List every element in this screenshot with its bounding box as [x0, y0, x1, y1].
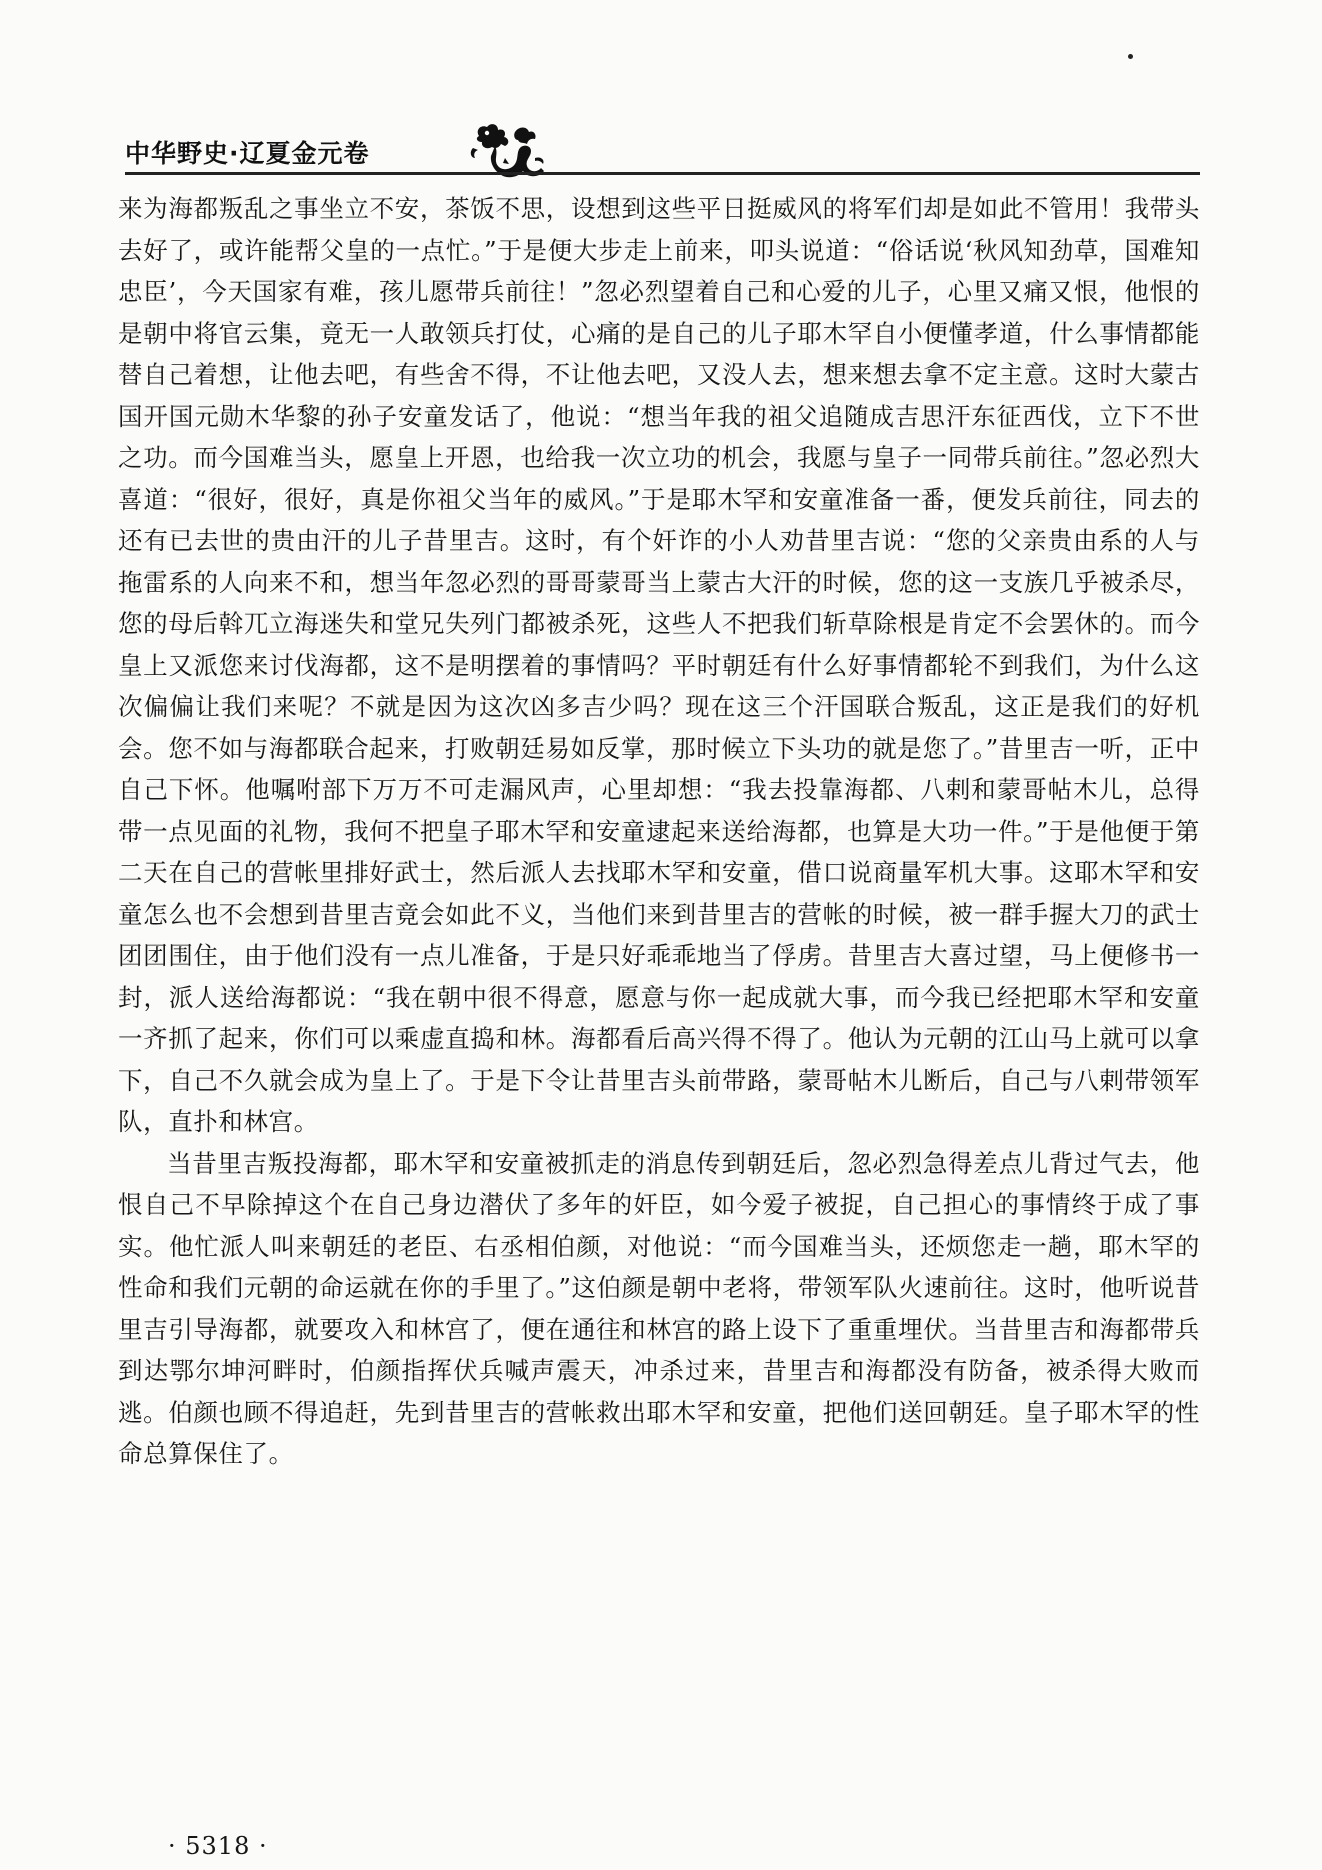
header-rule: [125, 172, 1200, 175]
page-number: · 5318 ·: [168, 1832, 268, 1860]
paragraph: 当昔里吉叛投海都，耶木罕和安童被抓走的消息传到朝廷后，忽必烈急得差点儿背过气去，他恨自己不早除掉这个在自己身边潜伏了多年的奸臣，如今爱子被捉，自己担心的事情终于成了事实。他忙派人叫来朝廷的老臣、右丞相伯颜，对他说：“而今国难当头，还烦您走一趟，耶木罕的性命和我们元朝的命运就在你的手里了。”这伯颜是朝中老将，带领军队火速前往。这时，他听说昔里吉引导海都，就要攻入和林宫了，便在通往和林宫的路上设下了重重埋伏。当昔里吉和海都带兵到达鄂尔坤河畔时，伯颜指挥伏兵喊声震天，冲杀过来，昔里吉和海都没有防备，被杀得大败而逃。伯颜也顾不得追赶，先到昔里吉的营帐救出耶木罕和安童，把他们送回朝廷。皇子耶木罕的性命总算保住了。: [118, 1148, 1200, 1468]
body-text: [118, 188, 1200, 1475]
header-title: 中华野史·辽夏金元卷: [125, 139, 370, 168]
running-header: [125, 118, 1225, 188]
corner-dot: [1128, 54, 1133, 59]
paragraph: 来为海都叛乱之事坐立不安，茶饭不思，设想到这些平日挺威风的将军们却是如此不管用！我带头去好了，或许能帮父皇的一点忙。”于是便大步走上前来，叩头说道：“俗话说‘秋风知劲草，国难知忠臣’，今天国家有难，孩儿愿带兵前往！”忽必烈望着自己和心爱的儿子，心里又痛又恨，他恨的是朝中将官云集，竟无一人敢领兵打仗，心痛的是自己的儿子耶木罕自小便懂孝道，什么事情都能替自己着想，让他去吧，有些舍不得，不让他去吧，又没人去，想来想去拿不定主意。这时大蒙古国开国元勋木华黎的孙子安童发话了，他说：“想当年我的祖父追随成吉思汗东征西伐，立下不世之功。而今国难当头，愿皇上开恩，也给我一次立功的机会，我愿与皇子一同带兵前往。”忽必烈大喜道：“很好，很好，真是你祖父当年的威风。”于是耶木罕和安童准备一番，便发兵前往，同去的还有已去世的贵由汗的儿子昔里吉。这时，有个奸诈的小人劝昔里吉说：“您的父亲贵由系的人与拖雷系的人向来不和，想当年忽必烈的哥哥蒙哥当上蒙古大汗的时候，您的这一支族几乎被杀尽，您的母后斡兀立海迷失和堂兄失列门都被杀死，这些人不把我们斩草除根是肯定不会罢休的。而今皇上又派您来讨伐海都，这不是明摆着的事情吗？平时朝廷有什么好事情都轮不到我们，为什么这次偏偏让我们来呢？不就是因为这次凶多吉少吗？现在这三个汗国联合叛乱，这正是我们的好机会。您不如与海都联合起来，打败朝廷易如反掌，那时候立下头功的就是您了。”昔里吉一听，正中自己下怀。他嘱咐部下万万不可走漏风声，心里却想：“我去投靠海都、八剌和蒙哥帖木儿，总得带一点见面的礼物，我何不把皇子耶木罕和安童逮起来送给海都，也算是大功一件。”于是他便于第二天在自己的营帐里排好武士，然后派人去找耶木罕和安童，借口说商量军机大事。这耶木罕和安童怎么也不会想到昔里吉竟会如此不义，当他们来到昔里吉的营帐的时候，被一群手握大刀的武士团团围住，由于他们没有一点儿准备，于是只好乖乖地当了俘虏。昔里吉大喜过望，马上便修书一封，派人送给海都说：“我在朝中很不得意，愿意与你一起成就大事，而今我已经把耶木罕和安童一齐抓了起来，你们可以乘虚直捣和林。海都看后高兴得不得了。他认为元朝的江山马上就可以拿下，自己不久就会成为皇上了。于是下令让昔里吉头前带路，蒙哥帖木儿断后，自己与八剌带领军队，直扑和林宫。: [118, 194, 1200, 1136]
